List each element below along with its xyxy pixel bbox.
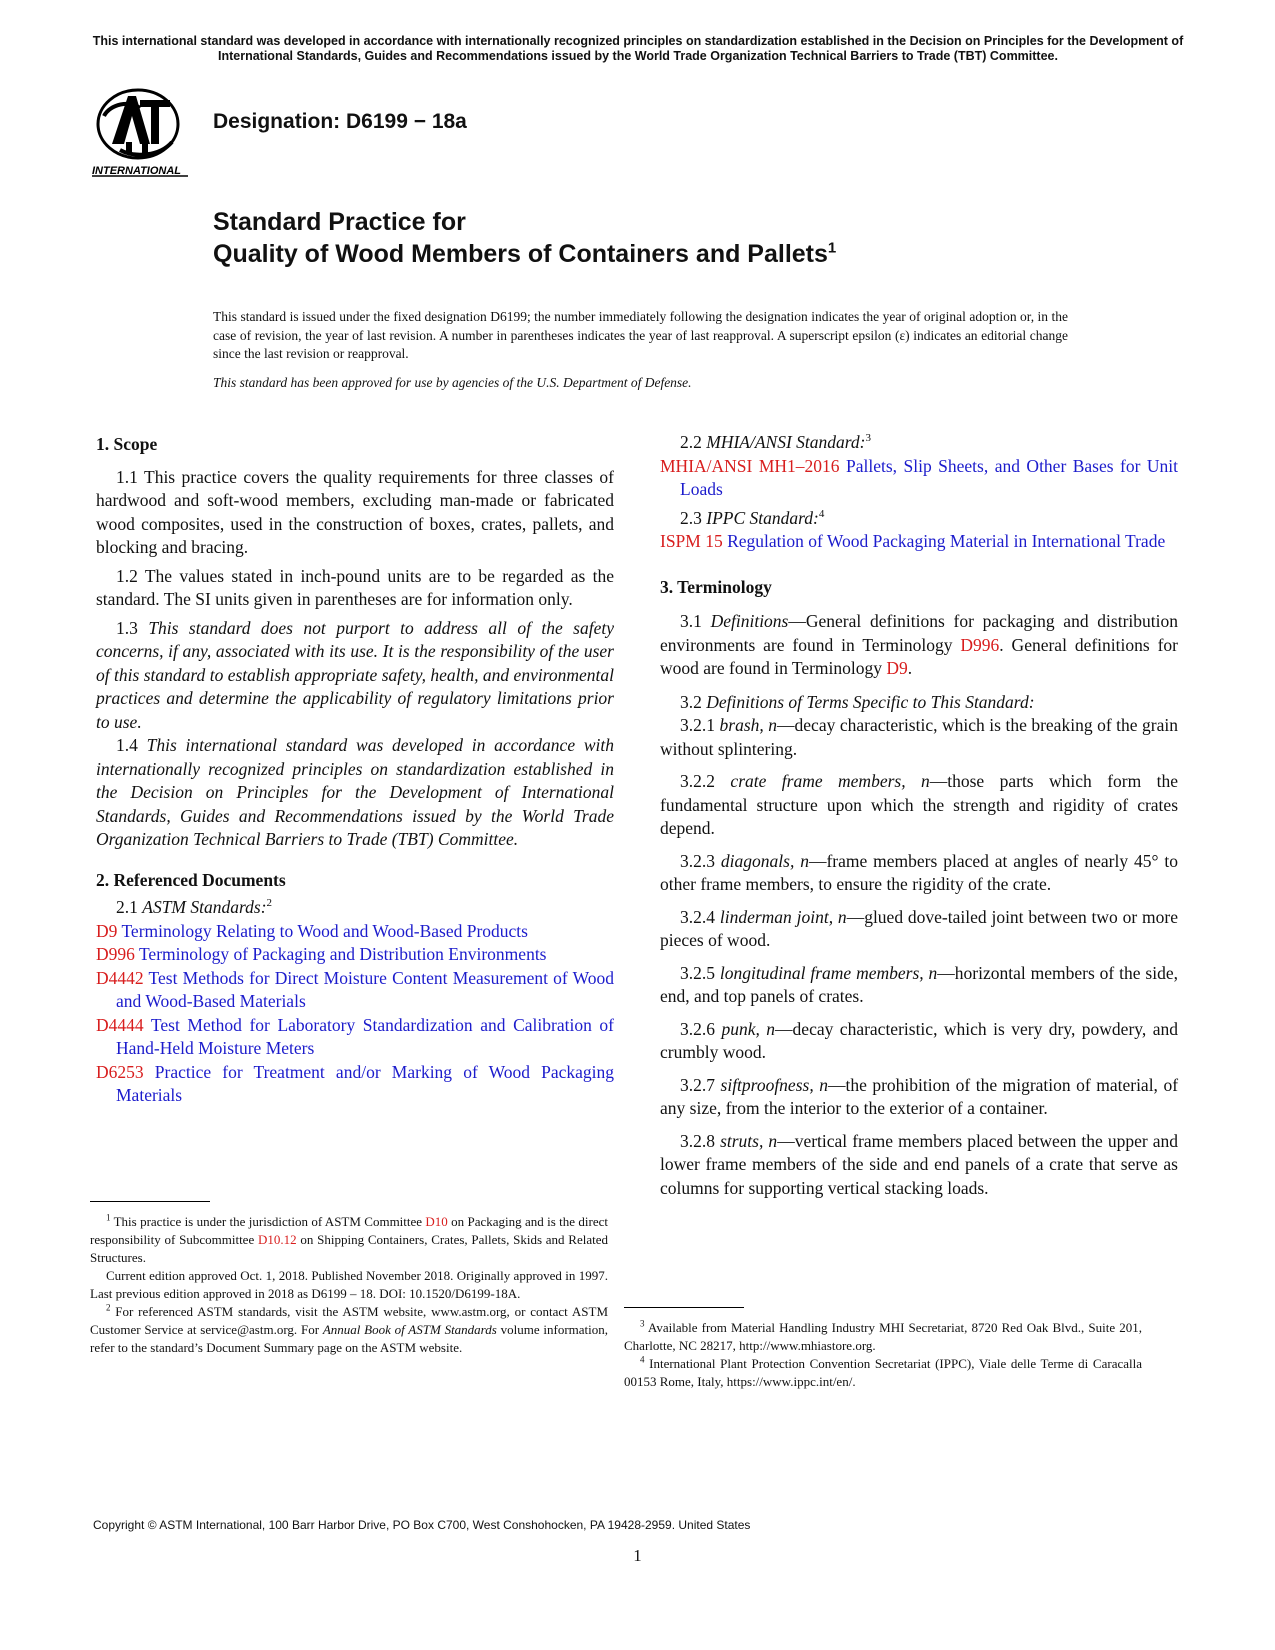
reference-title[interactable]: Practice for Treatment and/or Marking of Wood Packaging Materials [116, 1061, 614, 1105]
paragraph-number: 3.2.1 [680, 715, 720, 735]
term-name: punk, n [721, 1018, 776, 1039]
term-name: diagonals, n [720, 850, 809, 871]
term-definition [660, 850, 1178, 897]
section-heading-terminology: 3. Terminology [660, 576, 772, 597]
footnote-mark: 1 [106, 1212, 111, 1223]
paragraph-1-2: 1.2 The values stated in inch-pound units are to be regarded as the standard. The SI units given in parentheses are for information only. [96, 565, 614, 609]
paragraph-2-3 [660, 507, 1178, 531]
term-definition [660, 1018, 1178, 1065]
paragraph-label: IPPC Standard: [706, 507, 819, 528]
paragraph-number: 3.2.4 [680, 906, 720, 927]
term-definition [660, 1130, 1178, 1201]
footnote-mark: 2 [266, 897, 273, 910]
term-name: struts, n [720, 1130, 778, 1151]
paragraph-number: 3.2.2 [680, 771, 731, 791]
footnote-text: on Shipping Containers, Crates, Pallets, Skids and Related Structures. [90, 1232, 608, 1265]
wto-notice: This international standard was developed in accordance with internationally recognized principles on standardization established in the Decision on Principles for the Development of International Standards, Guides and Recommendations issued by the World Trade Organization Technical Barriers to Trade (TBT) Committee. [92, 34, 1184, 63]
footnote-1 [90, 1213, 608, 1267]
term-text: —frame members placed at angles of nearly 45° to other frame members, to ensure the rigidity of the crate. [660, 850, 1178, 894]
term-definition [660, 962, 1178, 1009]
reference-code[interactable]: D6253 [96, 1061, 144, 1082]
paragraph-1-3 [96, 617, 614, 735]
footnote-2 [90, 1303, 608, 1357]
reference-ispm[interactable] [660, 530, 1178, 554]
term-definition [660, 770, 1178, 841]
term-text: —those parts which form the fundamental structure upon which the strength and rigidity of crates depend. [660, 771, 1179, 838]
paragraph-label: Definitions [710, 611, 789, 631]
footnote-mark: 3 [640, 1318, 645, 1329]
footnotes-left [90, 1213, 608, 1357]
dod-approval-note: This standard has been approved for use by agencies of the U.S. Department of Defense. [213, 375, 692, 390]
footnote-3 [624, 1319, 1142, 1355]
paragraph-number: 3.2.3 [680, 850, 721, 871]
astm-reference-list [96, 920, 614, 1108]
footnote-mark: 2 [106, 1302, 111, 1313]
reference-item[interactable] [96, 920, 614, 944]
title-text: Quality of Wood Members of Containers and Pallets [213, 240, 828, 268]
footnote-text: volume information, refer to the standard’s Document Summary page on the ASTM website. [90, 1322, 609, 1355]
title-line-1: Standard Practice for [213, 208, 466, 236]
section-heading-scope: 1. Scope [96, 434, 158, 454]
term-name: longitudinal frame members, n [719, 962, 938, 983]
reference-code[interactable]: D4442 [96, 967, 144, 988]
reference-code[interactable]: D9 [96, 920, 118, 941]
term-name: brash, n [719, 715, 778, 735]
paragraph-label: MHIA/ANSI Standard: [706, 432, 866, 452]
title-line-2 [213, 238, 1213, 270]
term-definition [660, 906, 1178, 953]
paragraph-text: . General definitions for wood are found in Terminology [660, 634, 1178, 678]
term-text: —glued dove-tailed joint between two or more pieces of wood. [660, 906, 1178, 950]
right-column [660, 431, 1178, 1200]
paragraph-text: This standard does not purport to address all of the safety concerns, if any, associated with its use. It is the responsibility of the user of this standard to establish appropriate safety, health, and environmental practices and determine the applicability of regulatory limitations prior to use. [96, 617, 615, 732]
reference-title[interactable]: Regulation of Wood Packaging Material in International Trade [727, 531, 1166, 551]
page-number: 1 [633, 1546, 642, 1565]
astm-logo-icon [90, 86, 200, 178]
reference-title[interactable]: Terminology of Packaging and Distribution Environments [138, 944, 547, 964]
term-name: linderman joint, n [719, 906, 847, 927]
paragraph-number: 3.1 [680, 611, 711, 631]
reference-link-d9[interactable]: D9 [886, 658, 908, 678]
paragraph-number: 3.2 [680, 691, 707, 712]
paragraph-number: 1.3 [116, 617, 149, 638]
paragraph-number: 3.2.6 [680, 1018, 722, 1039]
footnote-mark: 4 [640, 1354, 645, 1365]
reference-mhia[interactable] [660, 455, 1178, 502]
footnote-divider-left [90, 1201, 210, 1202]
paragraph-label: ASTM Standards: [142, 897, 267, 917]
paragraph-number: 3.2.8 [680, 1130, 721, 1151]
reference-item[interactable] [96, 1014, 614, 1061]
reference-item[interactable] [96, 943, 614, 967]
reference-title[interactable]: Pallets, Slip Sheets, and Other Bases for Unit Loads [680, 455, 1179, 499]
paragraph-number: 2.1 [116, 897, 143, 917]
section-heading-referenced-documents: 2. Referenced Documents [96, 869, 286, 890]
term-text: —vertical frame members placed between the upper and lower frame members of the side and end panels of a crate that serve as columns for supporting vertical stacking loads. [660, 1130, 1179, 1198]
footnote-text: Available from Material Handling Industry MHI Secretariat, 8720 Red Oak Blvd., Suite 201, Charlotte, NC 28217, http://www.mhiastore.org. [624, 1320, 1142, 1353]
paragraph-text: This international standard was developed in accordance with internationally recognized principles on standardization established in the Decision on Principles for the Development of International Standards, Guides and Recommendations issued by the World Trade Organization Technical Barriers to Trade (TBT) Committee. [96, 735, 615, 849]
paragraph-number: 2.2 [680, 432, 707, 452]
designation: Designation: D6199 − 18a [213, 110, 467, 133]
paragraph-3-1 [660, 610, 1178, 681]
committee-link-d10[interactable]: D10 [425, 1214, 448, 1229]
footnote-text: on Packaging and is the direct responsibility of Subcommittee [90, 1214, 608, 1247]
paragraph-label: Definitions of Terms Specific to This Standard: [706, 691, 1035, 712]
footnote-text: International Plant Protection Convention Secretariat (IPPC), Viale delle Terme di Caracalla 00153 Rome, Italy, https://www.ippc.int/en/. [624, 1356, 1142, 1389]
paragraph-number: 1.4 [116, 735, 147, 755]
reference-link-d996[interactable]: D996 [960, 634, 1000, 655]
footnote-mark: 3 [865, 432, 872, 445]
title-footnote-mark: 1 [827, 239, 837, 257]
paragraph-1-1: 1.1 This practice covers the quality requirements for three classes of hardwood and soft-wood members, excluding man-made or fabricated wood composites, used in the construction of boxes, crates, pallets, and blocking and bracing. [96, 466, 614, 557]
left-column [96, 433, 614, 1108]
paragraph-text: . [907, 658, 913, 678]
term-text: —decay characteristic, which is very dry, powdery, and crumbly wood. [660, 1018, 1178, 1062]
term-definition [660, 1074, 1178, 1121]
footnote-4 [624, 1355, 1142, 1391]
footnote-edition: Current edition approved Oct. 1, 2018. Published November 2018. Originally approved in 1997. Last previous edition approved in 2018 as D6199 – 18. DOI: 10.1520/D6199-18A. [90, 1268, 608, 1301]
reference-code[interactable]: D4444 [96, 1014, 144, 1035]
footnote-mark: 4 [818, 507, 825, 520]
reference-title[interactable]: Test Methods for Direct Moisture Content Measurement of Wood and Wood-Based Materials [116, 967, 615, 1011]
paragraph-number: 3.2.5 [680, 962, 720, 983]
footnote-text: For referenced ASTM standards, visit the ASTM website, www.astm.org, or contact ASTM Customer Service at service@astm.org. For [90, 1304, 608, 1337]
paragraph-1-4 [96, 734, 614, 852]
document-title [213, 206, 1213, 270]
reference-title[interactable]: Terminology Relating to Wood and Wood-Based Products [121, 920, 528, 941]
footnote-divider-right [624, 1307, 744, 1308]
term-text: —horizontal members of the side, end, and top panels of crates. [660, 962, 1178, 1006]
logo-text: INTERNATIONAL [92, 165, 182, 177]
term-definition [660, 714, 1178, 761]
term-name: siftproofness, n [720, 1074, 828, 1095]
footnote-italic: Annual Book of ASTM Standards [322, 1322, 497, 1337]
paragraph-2-2 [660, 431, 1178, 455]
reference-code[interactable]: MHIA/ANSI MH1–2016 [660, 455, 840, 476]
reference-code[interactable]: D996 [96, 944, 135, 964]
term-definitions [660, 714, 1178, 1200]
paragraph-text: —General definitions for packaging and distribution environments are found in Terminology [660, 611, 1178, 655]
footnotes-right [624, 1319, 1142, 1391]
reference-title[interactable]: Test Method for Laboratory Standardization and Calibration of Hand-Held Moisture Meters [116, 1014, 614, 1058]
term-text: —decay characteristic, which is the breaking of the grain without splintering. [660, 715, 1179, 759]
subcommittee-link-d10-12[interactable]: D10.12 [258, 1232, 297, 1247]
term-text: —the prohibition of the migration of material, of any size, from the interior to the exterior of a container. [660, 1074, 1179, 1118]
paragraph-2-1 [96, 896, 614, 920]
reference-item[interactable] [96, 1061, 614, 1108]
reference-code[interactable]: ISPM 15 [660, 531, 723, 551]
term-name: crate frame members, n [730, 771, 930, 791]
paragraph-number: 3.2.7 [680, 1074, 721, 1095]
paragraph-number: 2.3 [680, 507, 707, 528]
issuance-note: This standard is issued under the fixed designation D6199; the number immediately following the designation indicates the year of original adoption or, in the case of revision, the year of last revision. A number in parentheses indicates the year of last reapproval. A superscript epsilon (ε) indicates an editorial change since the last revision or reapproval. [213, 309, 1068, 361]
copyright-line: Copyright © ASTM International, 100 Barr Harbor Drive, PO Box C700, West Conshohocken, PA 19428-2959. United States [93, 1518, 751, 1532]
paragraph-3-2 [660, 691, 1178, 715]
footnote-text: This practice is under the jurisdiction of ASTM Committee [110, 1214, 426, 1229]
reference-item[interactable] [96, 967, 614, 1014]
